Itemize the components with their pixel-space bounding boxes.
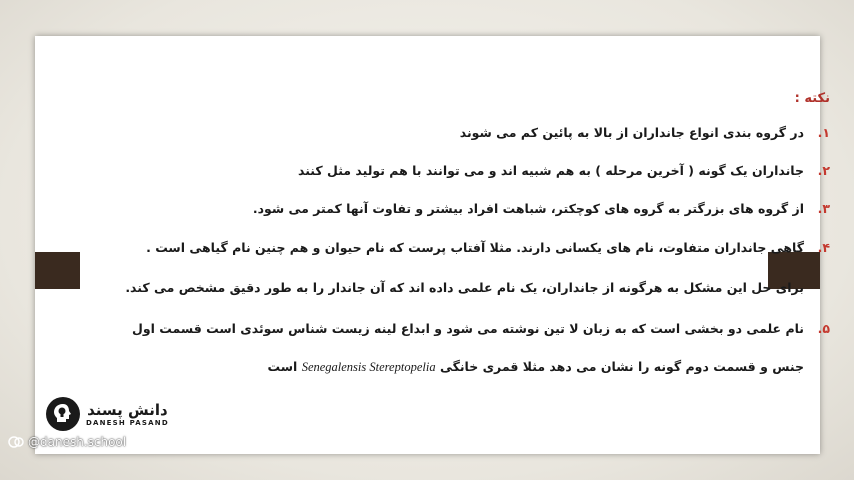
watermark [8,432,126,452]
list-item [115,158,830,184]
item-number: ۴. [817,240,830,255]
item-text: در گروه بندی انواع جانداران از بالا به پائین کم می شوند [459,125,804,140]
item-text-part: نام علمی دو بخشی است که به زبان لا تین نوشته می شود و ابداع لینه زیست شناس سوئدی است قسمت اول جنس و قسمت دوم گونه را نشان می دهد مثلا قمری خانگی [131,321,804,374]
note-title: نکته : [794,91,830,106]
head-bulb-icon [46,397,80,431]
list-item [115,196,830,222]
logo-name-fa: دانش پسند [87,401,168,419]
item-text-part: است [267,359,298,374]
slide-panel [35,36,830,454]
watermark-text: @danesh.school [28,435,127,449]
left-band [35,252,80,289]
list-item [115,228,830,308]
brand-logo [46,396,216,432]
item-number: ۲. [817,163,830,178]
item-number: ۵. [817,321,830,336]
item-number: ۱. [817,125,830,140]
item-text: گاهی جانداران متفاوت، نام های یکسانی دارند. مثلا آفتاب پرست که نام حیوان و هم چنین نام گیاهی است . برای حل این مشکل به هرگونه از جانداران، یک نام علمی داده اند که آن جاندار را به طور دقیق مشخص می کند. [125,240,804,295]
logo-text [86,401,169,427]
list-item [115,120,830,146]
item-text [115,310,804,386]
item-number: ۳. [817,201,830,216]
note-content [115,84,830,414]
watermark-logo-icon [8,434,24,450]
logo-name-en: DANESH PASAND [86,419,169,427]
list-item [115,310,830,386]
item-text: از گروه های بزرگتر به گروه های کوچکتر، شباهت افراد بیشتر و تفاوت آنها کمتر می شود. [252,201,804,216]
scientific-name: Senegalensis Stereptopelia [301,360,436,374]
item-text: جانداران یک گونه ( آخرین مرحله ) به هم شبیه اند و می توانند با هم تولید مثل کنند [297,163,804,178]
